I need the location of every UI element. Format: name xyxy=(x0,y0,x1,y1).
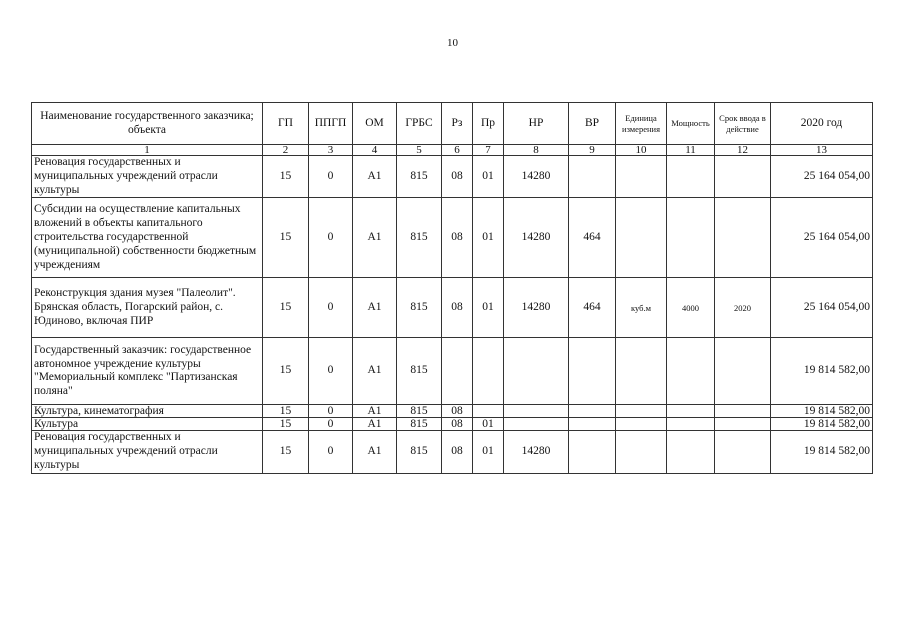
om-cell: А1 xyxy=(353,338,397,405)
pr-cell xyxy=(473,405,504,418)
column-header: Срок ввода в действие xyxy=(715,103,771,145)
om-cell: А1 xyxy=(353,278,397,338)
column-header: НР xyxy=(504,103,569,145)
pr-cell: 01 xyxy=(473,278,504,338)
rz-cell: 08 xyxy=(442,156,473,198)
row-name-cell: Государственный заказчик: государственное автономное учреждение культуры "Мемориальный комплекс "Партизанская поляна" xyxy=(32,338,263,405)
om-cell: А1 xyxy=(353,431,397,473)
grbs-cell: 815 xyxy=(397,278,442,338)
rz-cell: 08 xyxy=(442,278,473,338)
column-number: 12 xyxy=(715,145,771,156)
table-row xyxy=(32,278,873,338)
grbs-cell: 815 xyxy=(397,338,442,405)
nr-cell: 14280 xyxy=(504,431,569,473)
term-cell xyxy=(715,156,771,198)
table-row xyxy=(32,431,873,473)
vr-cell xyxy=(569,156,616,198)
table-header-row xyxy=(32,103,873,145)
pr-cell: 01 xyxy=(473,198,504,278)
column-header: Мощность xyxy=(667,103,715,145)
amount-cell: 19 814 582,00 xyxy=(771,431,873,473)
table-row xyxy=(32,418,873,431)
column-header: Рз xyxy=(442,103,473,145)
column-number: 5 xyxy=(397,145,442,156)
capacity-cell xyxy=(667,405,715,418)
vr-cell: 464 xyxy=(569,198,616,278)
vr-cell xyxy=(569,338,616,405)
row-name-cell: Субсидии на осуществление капитальных вложений в объекты капитального строительства государственной (муниципальной) собственности бюджетным учреждениям xyxy=(32,198,263,278)
column-number: 11 xyxy=(667,145,715,156)
gp-cell: 15 xyxy=(263,156,309,198)
nr-cell: 14280 xyxy=(504,278,569,338)
grbs-cell: 815 xyxy=(397,405,442,418)
ppgp-cell: 0 xyxy=(309,418,353,431)
grbs-cell: 815 xyxy=(397,418,442,431)
vr-cell xyxy=(569,431,616,473)
column-header: Единица измерения xyxy=(616,103,667,145)
rz-cell xyxy=(442,338,473,405)
column-number: 4 xyxy=(353,145,397,156)
column-number: 3 xyxy=(309,145,353,156)
rz-cell: 08 xyxy=(442,431,473,473)
row-name-cell: Культура xyxy=(32,418,263,431)
unit-cell xyxy=(616,338,667,405)
column-header: ОМ xyxy=(353,103,397,145)
column-number: 6 xyxy=(442,145,473,156)
capacity-cell xyxy=(667,198,715,278)
nr-cell: 14280 xyxy=(504,198,569,278)
row-name-cell: Реновация государственных и муниципальных учреждений отрасли культуры xyxy=(32,431,263,473)
capacity-cell xyxy=(667,156,715,198)
ppgp-cell: 0 xyxy=(309,338,353,405)
ppgp-cell: 0 xyxy=(309,198,353,278)
nr-cell xyxy=(504,338,569,405)
pr-cell: 01 xyxy=(473,431,504,473)
nr-cell xyxy=(504,418,569,431)
column-number: 10 xyxy=(616,145,667,156)
gp-cell: 15 xyxy=(263,338,309,405)
column-header: 2020 год xyxy=(771,103,873,145)
budget-table xyxy=(31,102,873,474)
column-number: 7 xyxy=(473,145,504,156)
unit-cell xyxy=(616,198,667,278)
ppgp-cell: 0 xyxy=(309,278,353,338)
term-cell: 2020 xyxy=(715,278,771,338)
capacity-cell xyxy=(667,418,715,431)
table-row xyxy=(32,156,873,198)
vr-cell xyxy=(569,405,616,418)
vr-cell: 464 xyxy=(569,278,616,338)
nr-cell: 14280 xyxy=(504,156,569,198)
unit-cell xyxy=(616,156,667,198)
grbs-cell: 815 xyxy=(397,198,442,278)
unit-cell xyxy=(616,431,667,473)
gp-cell: 15 xyxy=(263,278,309,338)
unit-cell xyxy=(616,405,667,418)
om-cell: А1 xyxy=(353,405,397,418)
column-header: ГП xyxy=(263,103,309,145)
term-cell xyxy=(715,431,771,473)
pr-cell xyxy=(473,338,504,405)
gp-cell: 15 xyxy=(263,405,309,418)
nr-cell xyxy=(504,405,569,418)
gp-cell: 15 xyxy=(263,418,309,431)
pr-cell: 01 xyxy=(473,418,504,431)
column-header: ГРБС xyxy=(397,103,442,145)
pr-cell: 01 xyxy=(473,156,504,198)
amount-cell: 25 164 054,00 xyxy=(771,278,873,338)
capacity-cell: 4000 xyxy=(667,278,715,338)
capacity-cell xyxy=(667,431,715,473)
gp-cell: 15 xyxy=(263,198,309,278)
ppgp-cell: 0 xyxy=(309,405,353,418)
om-cell: А1 xyxy=(353,156,397,198)
amount-cell: 25 164 054,00 xyxy=(771,156,873,198)
column-number: 1 xyxy=(32,145,263,156)
gp-cell: 15 xyxy=(263,431,309,473)
amount-cell: 19 814 582,00 xyxy=(771,418,873,431)
rz-cell: 08 xyxy=(442,418,473,431)
term-cell xyxy=(715,338,771,405)
page-number: 10 xyxy=(447,37,458,49)
term-cell xyxy=(715,418,771,431)
column-header: Пр xyxy=(473,103,504,145)
ppgp-cell: 0 xyxy=(309,156,353,198)
row-name-cell: Реновация государственных и муниципальных учреждений отрасли культуры xyxy=(32,156,263,198)
column-header: ППГП xyxy=(309,103,353,145)
term-cell xyxy=(715,405,771,418)
column-number-row xyxy=(32,145,873,156)
table-row xyxy=(32,405,873,418)
term-cell xyxy=(715,198,771,278)
rz-cell: 08 xyxy=(442,198,473,278)
om-cell: А1 xyxy=(353,198,397,278)
rz-cell: 08 xyxy=(442,405,473,418)
table-row xyxy=(32,198,873,278)
amount-cell: 19 814 582,00 xyxy=(771,405,873,418)
table-row xyxy=(32,338,873,405)
unit-cell xyxy=(616,418,667,431)
row-name-cell: Культура, кинематография xyxy=(32,405,263,418)
column-header: Наименование государственного заказчика; объекта xyxy=(32,103,263,145)
column-number: 8 xyxy=(504,145,569,156)
vr-cell xyxy=(569,418,616,431)
grbs-cell: 815 xyxy=(397,156,442,198)
column-number: 2 xyxy=(263,145,309,156)
ppgp-cell: 0 xyxy=(309,431,353,473)
amount-cell: 19 814 582,00 xyxy=(771,338,873,405)
column-header: ВР xyxy=(569,103,616,145)
unit-cell: куб.м xyxy=(616,278,667,338)
capacity-cell xyxy=(667,338,715,405)
column-number: 13 xyxy=(771,145,873,156)
column-number: 9 xyxy=(569,145,616,156)
om-cell: А1 xyxy=(353,418,397,431)
amount-cell: 25 164 054,00 xyxy=(771,198,873,278)
grbs-cell: 815 xyxy=(397,431,442,473)
row-name-cell: Реконструкция здания музея "Палеолит". Брянская область, Погарский район, с. Юдиново, включая ПИР xyxy=(32,278,263,338)
